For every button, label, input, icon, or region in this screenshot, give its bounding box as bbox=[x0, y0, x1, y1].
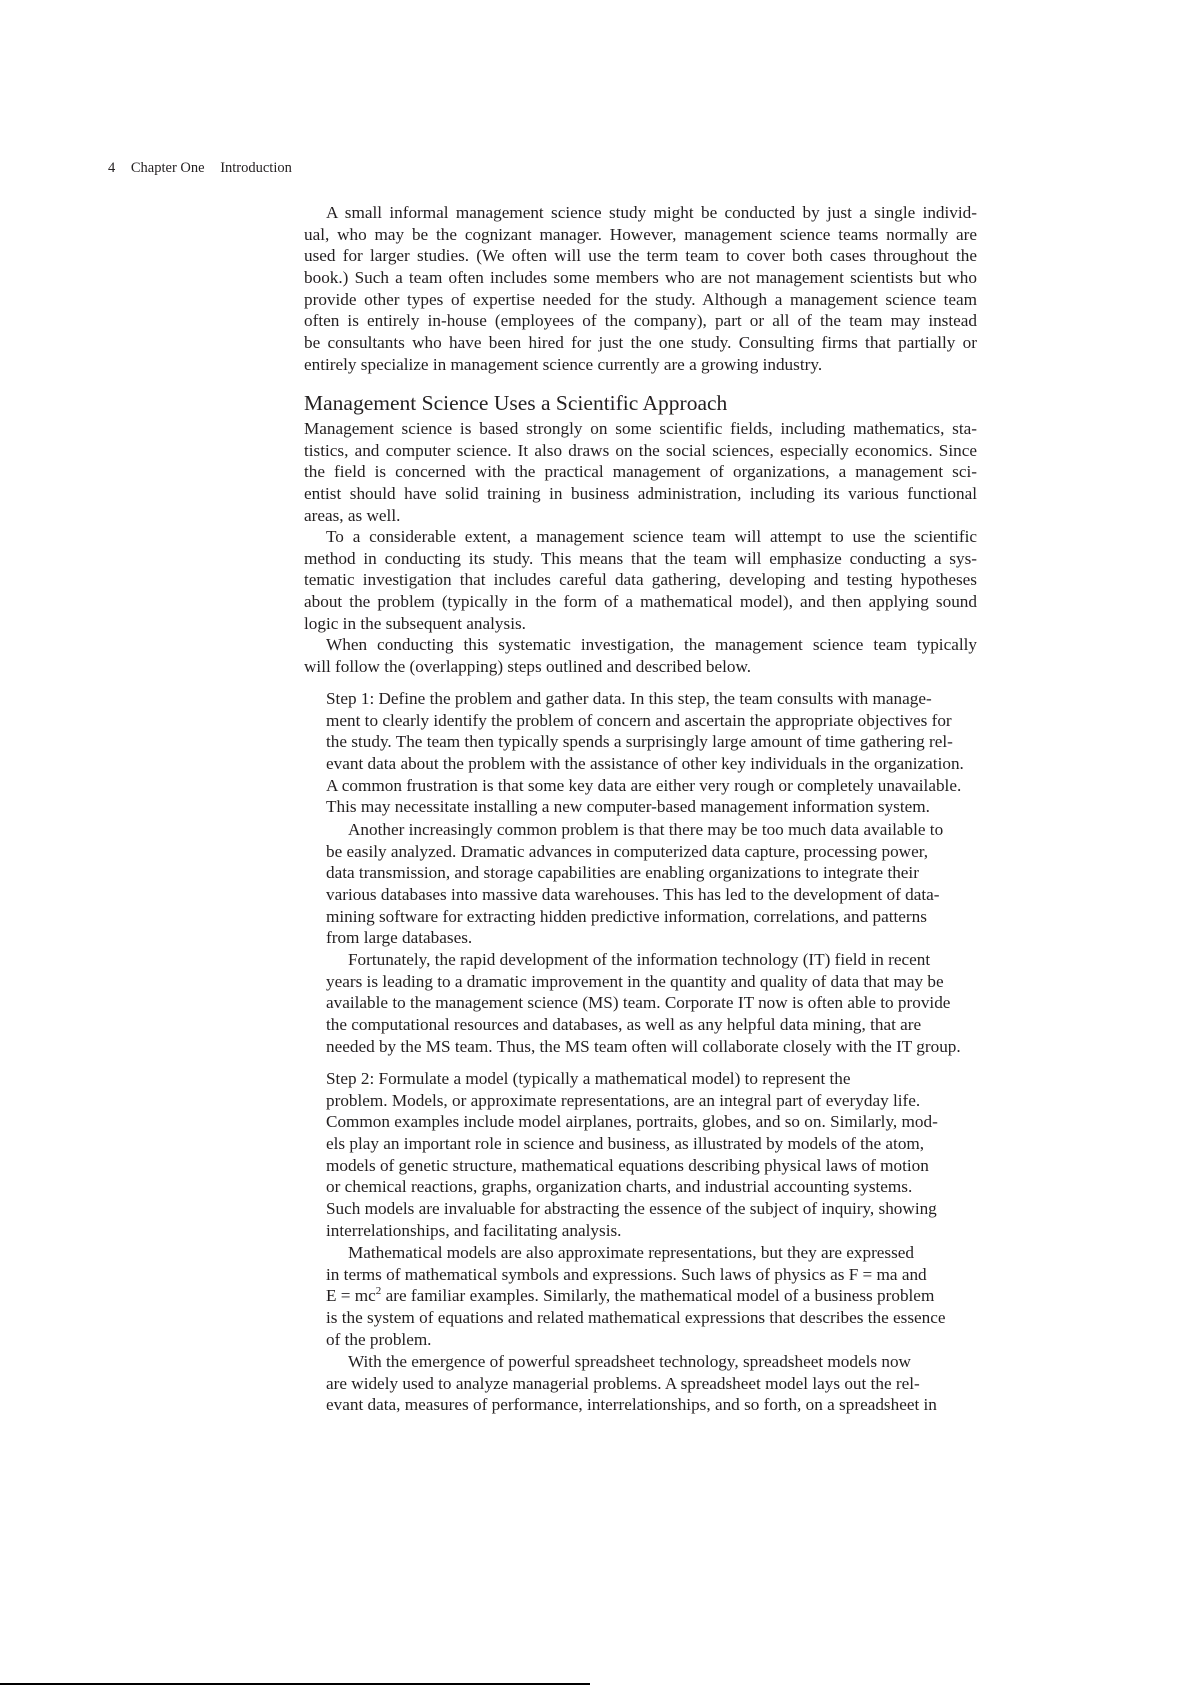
chapter-label: Chapter One bbox=[130, 160, 205, 176]
text-line: When conducting this systematic investigation, the management science team typically bbox=[326, 635, 977, 654]
text-line: A common frustration is that some key data are either very rough or completely unavailable. bbox=[326, 775, 962, 795]
paragraph-step2-spreadsheet bbox=[326, 1351, 976, 1416]
text-line: $E = mc^2$ are familiar examples. Similarly, the mathematical model of a business problem bbox=[326, 1285, 935, 1306]
paragraph-para-scientific-method bbox=[304, 526, 977, 634]
text-line: the computational resources and databases, as well as any helpful data mining, that are bbox=[326, 1015, 922, 1035]
text-line: areas, as well. bbox=[304, 505, 401, 525]
text-line: data transmission, and storage capabilities are enabling organizations to integrate their bbox=[326, 863, 919, 883]
paragraph-para-small-study bbox=[304, 202, 977, 376]
text-line: in terms of mathematical symbols and expressions. Such laws of physics as F = ma and bbox=[326, 1264, 927, 1284]
text-line: of the problem. bbox=[326, 1329, 432, 1349]
text-line: evant data, measures of performance, interrelationships, and so forth, on a spreadsheet in bbox=[326, 1395, 937, 1415]
text-line: will follow the (overlapping) steps outlined and described below. bbox=[304, 656, 752, 676]
text-line: or chemical reactions, graphs, organization charts, and industrial accounting systems. bbox=[326, 1177, 913, 1197]
text-line: the study. The team then typically spends a surprisingly large amount of time gathering rel- bbox=[326, 732, 953, 752]
text-line: Such models are invaluable for abstracting the essence of the subject of inquiry, showing bbox=[326, 1199, 937, 1219]
text-line: provide other types of expertise needed for the study. Although a management science team bbox=[304, 289, 977, 309]
paragraph-para-based-strongly bbox=[304, 418, 977, 526]
text-line: With the emergence of powerful spreadsheet technology, spreadsheet models now bbox=[348, 1352, 911, 1371]
text-line: This may necessitate installing a new computer-based management information system. bbox=[326, 797, 930, 817]
text-line: used for larger studies. (We often will use the term team to cover both cases throughout the bbox=[304, 246, 977, 266]
page-number: 4 bbox=[108, 160, 116, 176]
text-line: Step 2: Formulate a model (typically a mathematical model) to represent the bbox=[326, 1069, 851, 1088]
text-line: are widely used to analyze managerial problems. A spreadsheet model lays out the rel- bbox=[326, 1373, 920, 1393]
paragraph-step1-too-much-data bbox=[326, 819, 976, 949]
text-line: Fortunately, the rapid development of the information technology (IT) field in recent bbox=[348, 950, 931, 969]
text-line: be consultants who have been hired for just the one study. Consulting firms that partially or bbox=[304, 333, 977, 353]
text-line: entist should have solid training in business administration, including its various functional bbox=[304, 484, 977, 504]
paragraph-para-systematic bbox=[304, 634, 977, 677]
text-line: evant data about the problem with the assistance of other key individuals in the organization. bbox=[326, 754, 964, 774]
text-line: models of genetic structure, mathematical equations describing physical laws of motion bbox=[326, 1155, 929, 1175]
paragraph-step2 bbox=[326, 1068, 976, 1242]
text-line: Management science is based strongly on some scientific fields, including mathematics, sta- bbox=[304, 419, 977, 438]
text-line: ment to clearly identify the problem of concern and ascertain the appropriate objectives for bbox=[326, 710, 952, 730]
text-line: needed by the MS team. Thus, the MS team often will collaborate closely with the IT group. bbox=[326, 1036, 961, 1056]
text-line: logic in the subsequent analysis. bbox=[304, 613, 526, 633]
text-line: To a considerable extent, a management science team will attempt to use the scientific bbox=[326, 527, 977, 546]
section-label: Introduction bbox=[220, 160, 292, 176]
text-line: available to the management science (MS) team. Corporate IT now is often able to provide bbox=[326, 993, 951, 1013]
section-heading: Management Science Uses a Scientific Approach bbox=[304, 391, 728, 415]
text-line: Common examples include model airplanes, portraits, globes, and so on. Similarly, mod- bbox=[326, 1112, 938, 1132]
text-line: the field is concerned with the practical management of organizations, a management sci- bbox=[304, 462, 977, 482]
text-line: book.) Such a team often includes some members who are not management scientists but who bbox=[304, 268, 977, 288]
text-line: often is entirely in-house (employees of the company), part or all of the team may instead bbox=[304, 311, 977, 331]
text-line: mining software for extracting hidden predictive information, correlations, and patterns bbox=[326, 906, 927, 926]
text-line: entirely specialize in management science currently are a growing industry. bbox=[304, 354, 823, 374]
paragraph-step1 bbox=[326, 688, 976, 818]
text-line: is the system of equations and related mathematical expressions that describes the essence bbox=[326, 1308, 946, 1328]
superscript: 2 bbox=[375, 1285, 382, 1298]
paragraph-step1-it bbox=[326, 949, 976, 1057]
text-line: interrelationships, and facilitating analysis. bbox=[326, 1220, 622, 1240]
text-line: various databases into massive data warehouses. This has led to the development of data- bbox=[326, 885, 940, 905]
text-line: els play an important role in science and business, as illustrated by models of the atom, bbox=[326, 1134, 925, 1154]
text-line: about the problem (typically in the form of a mathematical model), and then applying sound bbox=[304, 592, 977, 612]
paragraph-step2-math-models bbox=[326, 1242, 976, 1350]
text-line: ual, who may be the cognizant manager. However, management science teams normally are bbox=[304, 224, 977, 244]
text-line: problem. Models, or approximate representations, are an integral part of everyday life. bbox=[326, 1090, 921, 1110]
text-line: A small informal management science study might be conducted by just a single individ- bbox=[326, 203, 977, 222]
text-line: years is leading to a dramatic improvement in the quantity and quality of data that may be bbox=[326, 971, 944, 991]
text-line: from large databases. bbox=[326, 928, 473, 948]
text-line: method in conducting its study. This means that the team will emphasize conducting a sys- bbox=[304, 548, 977, 568]
text-line: Another increasingly common problem is that there may be too much data available to bbox=[348, 820, 944, 839]
text-line: Step 1: Define the problem and gather data. In this step, the team consults with manage- bbox=[326, 689, 932, 708]
text-line: be easily analyzed. Dramatic advances in computerized data capture, processing power, bbox=[326, 841, 929, 861]
text-line: tistics, and computer science. It also draws on the social sciences, especially economics. Since bbox=[304, 440, 977, 460]
running-head bbox=[108, 160, 304, 177]
text-line: tematic investigation that includes careful data gathering, developing and testing hypotheses bbox=[304, 570, 977, 590]
text-line: Mathematical models are also approximate representations, but they are expressed bbox=[348, 1243, 915, 1262]
